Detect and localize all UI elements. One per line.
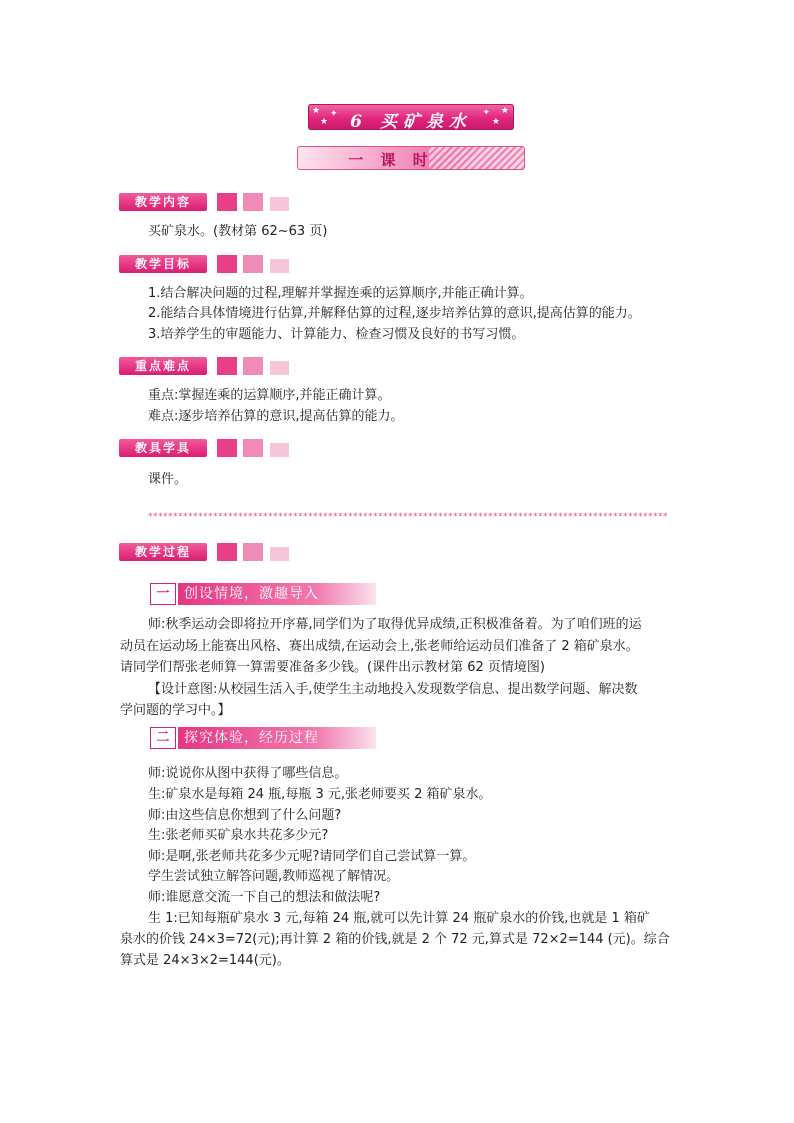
section-label: 教学内容 bbox=[119, 193, 207, 211]
star-icon: ★ bbox=[500, 106, 509, 116]
square-decoration bbox=[217, 255, 237, 273]
star-icon: ✦ bbox=[482, 108, 490, 118]
dialogue-line: 生:矿泉水是每箱 24 瓶,每瓶 3 元,张老师要买 2 箱矿泉水。 bbox=[148, 787, 492, 802]
step-header-1 bbox=[150, 583, 370, 605]
square-decoration bbox=[270, 197, 289, 211]
square-decoration bbox=[243, 255, 263, 273]
page-title: 6 买矿泉水 bbox=[350, 112, 472, 132]
section-label: 重点难点 bbox=[119, 357, 207, 375]
design-note: 【设计意图:从校园生活入手,使学生主动地投入发现数学信息、提出数学问题、解决数 bbox=[148, 682, 638, 697]
square-decoration bbox=[270, 361, 289, 375]
square-decoration bbox=[217, 357, 237, 375]
dialogue-line: 师:是啊,张老师共花多少元呢?请同学们自己尝试算一算。 bbox=[148, 849, 476, 864]
answer-line: 泉水的价钱 24×3=72(元);再计算 2 箱的价钱,就是 2 个 72 元,算式是 72×2=144 (元)。综合 bbox=[120, 932, 670, 947]
square-decoration bbox=[243, 439, 263, 457]
section-label: 教具学具 bbox=[119, 439, 207, 457]
square-decoration bbox=[217, 543, 237, 561]
title-banner bbox=[308, 104, 514, 130]
key-point: 重点:掌握连乘的运算顺序,并能正确计算。 bbox=[148, 388, 391, 403]
star-icon: ★ bbox=[320, 117, 329, 127]
square-decoration bbox=[243, 193, 263, 211]
star-icon: ✦ bbox=[330, 109, 338, 119]
step-number: 一 bbox=[150, 583, 176, 605]
paragraph-line: 师:秋季运动会即将拉开序幕,同学们为了取得优异成绩,正积极准备着。为了咱们班的运 bbox=[148, 617, 642, 632]
goal-item: 1.结合解决问题的过程,理解并掌握连乘的运算顺序,并能正确计算。 bbox=[148, 286, 533, 301]
section-label: 教学过程 bbox=[119, 543, 207, 561]
lesson-banner bbox=[297, 146, 525, 170]
star-icon: ★ bbox=[491, 117, 500, 127]
step-header-2 bbox=[150, 727, 370, 749]
dialogue-line: 师:由这些信息你想到了什么问题? bbox=[148, 808, 342, 823]
paragraph-line: 请同学们帮张老师算一算需要准备多少钱。(课件出示教材第 62 页情境图) bbox=[120, 660, 545, 675]
square-decoration bbox=[243, 543, 263, 561]
tools-text: 课件。 bbox=[148, 472, 188, 487]
dialogue-line: 学生尝试独立解答问题,教师巡视了解情况。 bbox=[148, 869, 400, 884]
section-label: 教学目标 bbox=[119, 255, 207, 273]
dialogue-line: 师:谁愿意交流一下自己的想法和做法呢? bbox=[148, 890, 381, 905]
square-decoration bbox=[270, 547, 289, 561]
star-divider: ******************************************************************************************************** bbox=[148, 512, 668, 522]
dialogue-line: 师:说说你从图中获得了哪些信息。 bbox=[148, 766, 348, 781]
square-decoration bbox=[270, 259, 289, 273]
design-note: 学问题的学习中。】 bbox=[120, 703, 231, 718]
square-decoration bbox=[270, 443, 289, 457]
goal-item: 3.培养学生的审题能力、计算能力、检查习惯及良好的书写习惯。 bbox=[148, 327, 525, 342]
square-decoration bbox=[217, 439, 237, 457]
paragraph-line: 动员在运动场上能赛出风格、赛出成绩,在运动会上,张老师给运动员们准备了 2 箱矿泉水。 bbox=[120, 639, 639, 654]
lesson-label: 一 课 时 bbox=[348, 151, 434, 169]
step-title: 创设情境，激趣导入 bbox=[178, 583, 376, 605]
answer-line: 生 1:已知每瓶矿泉水 3 元,每箱 24 瓶,就可以先计算 24 瓶矿泉水的价钱,也就是 1 箱矿 bbox=[148, 911, 650, 926]
star-icon: ★ bbox=[312, 106, 321, 116]
step-number: 二 bbox=[150, 727, 176, 749]
step-title: 探究体验，经历过程 bbox=[178, 727, 376, 749]
content-text: 买矿泉水。(教材第 62~63 页) bbox=[148, 224, 328, 239]
square-decoration bbox=[243, 357, 263, 375]
goal-item: 2.能结合具体情境进行估算,并解释估算的过程,逐步培养估算的意识,提高估算的能力。 bbox=[148, 306, 641, 321]
answer-line: 算式是 24×3×2=144(元)。 bbox=[120, 953, 290, 968]
dialogue-line: 生:张老师买矿泉水共花多少元? bbox=[148, 828, 329, 843]
square-decoration bbox=[217, 193, 237, 211]
key-point: 难点:逐步培养估算的意识,提高估算的能力。 bbox=[148, 409, 404, 424]
